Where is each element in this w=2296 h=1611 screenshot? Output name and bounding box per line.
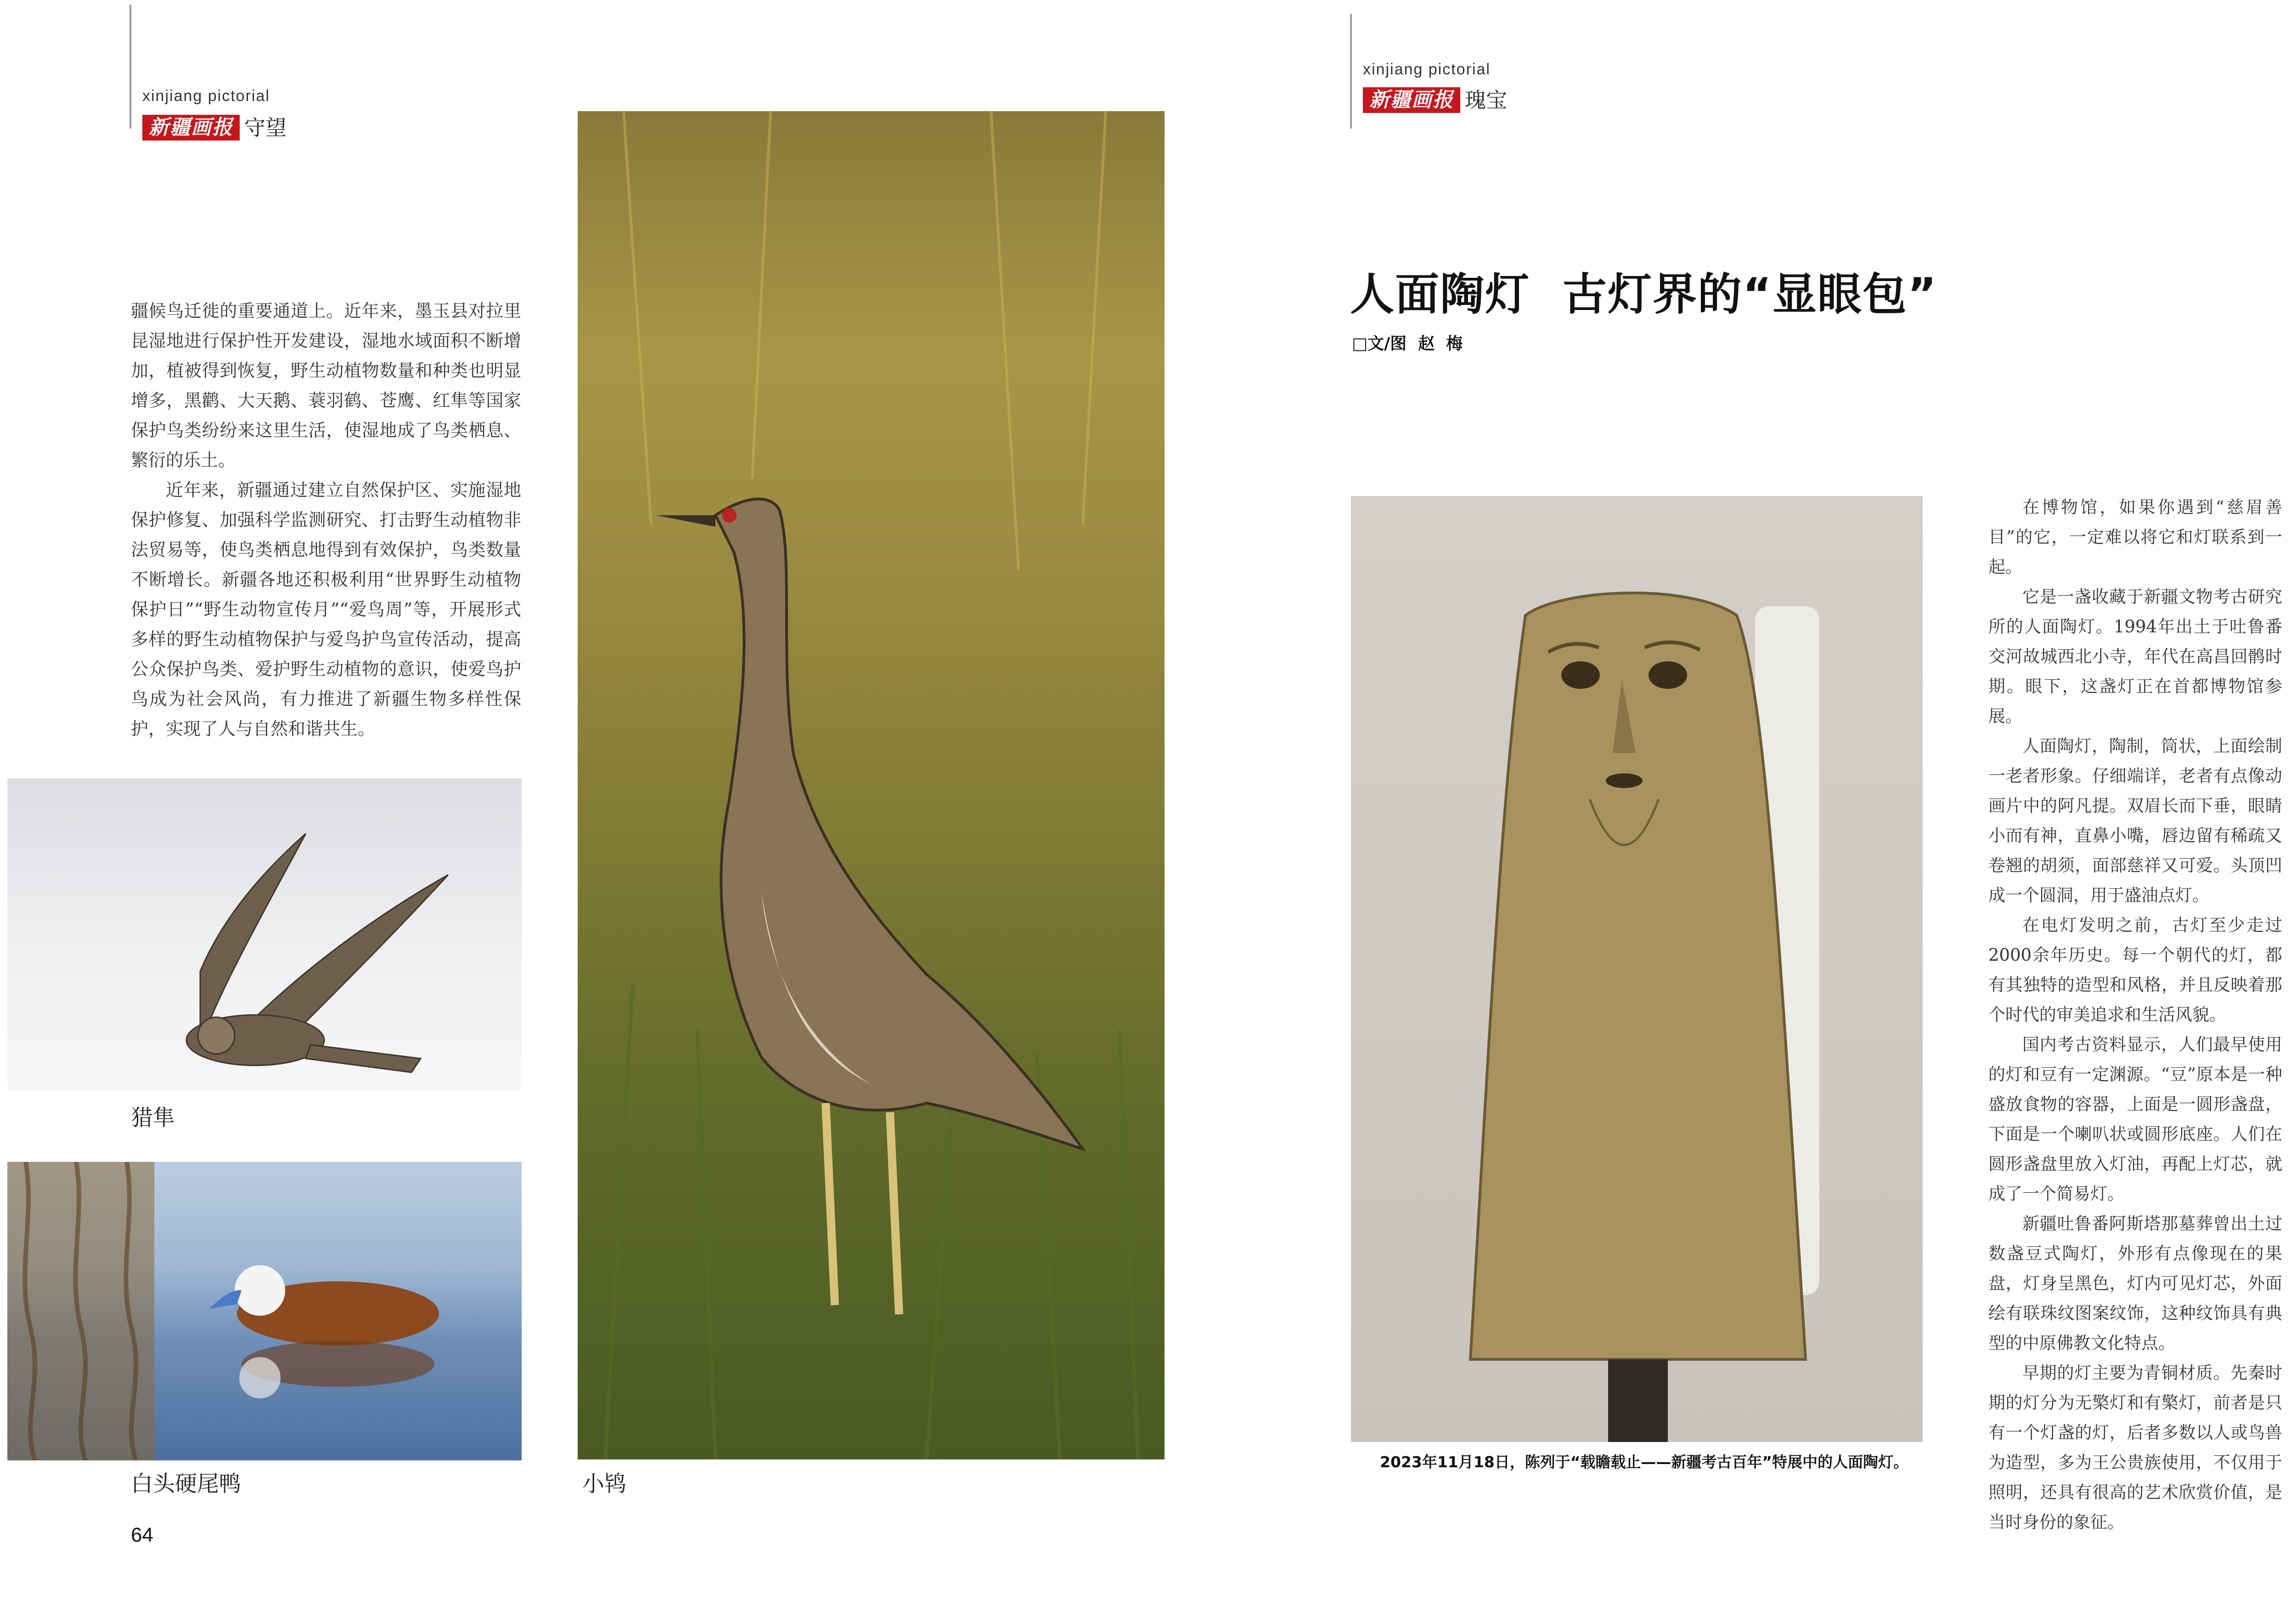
duck-caption: 白头硬尾鸭 [131, 1471, 242, 1497]
right-kicker: xinjiang pictorial [1363, 61, 1491, 78]
section-name: 守望 [244, 115, 287, 140]
magazine-logo: 新疆画报 [1363, 87, 1460, 113]
paragraph: 在博物馆，如果你遇到“慈眉善目”的它，一定难以将它和灯联系到一起。 [1988, 497, 2282, 577]
bustard-photo [578, 111, 1165, 1459]
article-title: 人面陶灯 古灯界的“显眼包” [1350, 269, 1938, 320]
paragraph: 它是一盏收藏于新疆文物考古研究所的人面陶灯。1994年出土于吐鲁番交河故城西北小寺，年代在高昌回鹘时期。眼下，这盏灯正在首都博物馆参展。 [1988, 587, 2282, 726]
lamp-photo-caption: 2023年11月18日，陈列于“载瞻载止——新疆考古百年”特展中的人面陶灯。 [1380, 1453, 1909, 1471]
right-header-rule [1350, 14, 1352, 129]
paragraph: 疆候鸟迁徙的重要通道上。近年来，墨玉县对拉里昆湿地进行保护性开发建设，湿地水域面积不断增加，植被得到恢复，野生动植物数量和种类也明显增多，黑鹳、大天鹅、蓑羽鹤、苍鹰、红隼等国家保护鸟类纷纷来这里生活，使湿地成了鸟类栖息、繁衍的乐土。 [131, 301, 521, 470]
left-masthead [142, 115, 287, 141]
section-name: 瑰宝 [1465, 88, 1507, 113]
paragraph: 人面陶灯，陶制，筒状，上面绘制一老者形象。仔细端详，老者有点像动画片中的阿凡提。双眉长而下垂，眼睛小而有神，直鼻小嘴，唇边留有稀疏又卷翘的胡须，面部慈祥又可爱。头顶凹成一个圆洞，用于盛油点灯。 [1988, 736, 2282, 905]
paragraph: 国内考古资料显示，人们最早使用的灯和豆有一定渊源。“豆”原本是一种盛放食物的容器，上面是一圆形盏盘，下面是一个喇叭状或圆形底座。人们在圆形盏盘里放入灯油，再配上灯芯，就成了一个简易灯。 [1988, 1035, 2282, 1204]
bustard-caption: 小鸨 [582, 1471, 627, 1497]
paragraph: 近年来，新疆通过建立自然保护区、实施湿地保护修复、加强科学监测研究、打击野生动植物非法贸易等，使鸟类栖息地得到有效保护，鸟类数量不断增长。新疆各地还积极利用“世界野生动植物保护日”“野生动物宣传月”“爱鸟周”等，开展形式多样的野生动植物保护与爱鸟护鸟宣传活动，提高公众保护鸟类、爱护野生动植物的意识，使爱鸟护鸟成为社会风尚，有力推进了新疆生物多样性保护，实现了人与自然和谐共生。 [131, 480, 521, 739]
left-header-rule [129, 5, 131, 129]
magazine-logo: 新疆画报 [142, 115, 240, 141]
right-article-body [1988, 492, 2282, 1537]
right-masthead [1363, 87, 1507, 113]
page-number: 64 [131, 1524, 153, 1546]
article-byline: □文/图 赵 梅 [1352, 334, 1463, 353]
face-lamp-photo [1351, 496, 1923, 1442]
falcon-caption: 猎隼 [131, 1105, 175, 1131]
paragraph: 在电灯发明之前，古灯至少走过2000余年历史。每一个朝代的灯，都有其独特的造型和风格，并且反映着那个时代的审美追求和生活风貌。 [1988, 915, 2282, 1025]
falcon-photo [7, 778, 522, 1091]
duck-photo [7, 1162, 522, 1460]
left-article-body [131, 296, 521, 744]
paragraph: 早期的灯主要为青铜材质。先秦时期的灯分为无檠灯和有檠灯，前者是只有一个灯盏的灯，后者多数以人或鸟兽为造型，多为王公贵族使用，不仅用于照明，还具有很高的艺术欣赏价值，是当时身份的象征。 [1988, 1363, 2282, 1532]
left-kicker: xinjiang pictorial [142, 87, 270, 105]
paragraph: 新疆吐鲁番阿斯塔那墓葬曾出土过数盏豆式陶灯，外形有点像现在的果盘，灯身呈黑色，灯内可见灯芯，外面绘有联珠纹图案纹饰，这种纹饰具有典型的中原佛教文化特点。 [1988, 1214, 2282, 1353]
